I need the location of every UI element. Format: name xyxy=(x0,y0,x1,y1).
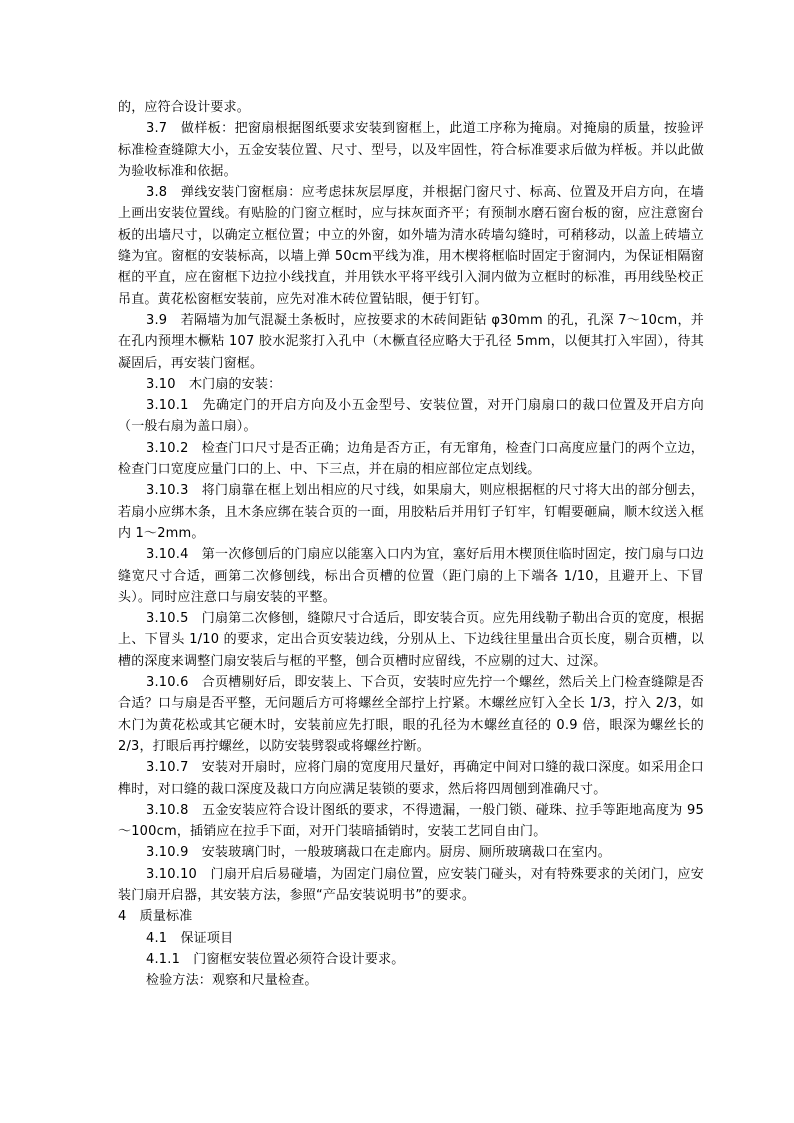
paragraph-3-10-9: 3.10.9 安装玻璃门时，一般玻璃裁口在走廊内。厨房、厕所玻璃裁口在室内。 xyxy=(146,845,611,861)
paragraph-3-7: 3.7 做样板：把窗扇根据图纸要求安装到窗框上，此道工序称为掩扇。对掩扇的质量，按验评标准检查缝隙大小，五金安装位置、尺寸、型号，以及牢固性，符合标准要求后做为样板。并以此做为验收标准和依据。 xyxy=(118,121,704,179)
paragraph-continuation: 的，应符合设计要求。 xyxy=(118,100,251,115)
inspection-method: 检验方法：观察和尺量检查。 xyxy=(146,973,318,989)
section-heading-4: 4 质量标准 xyxy=(118,909,193,925)
paragraph-3-10-4: 3.10.4 第一次修刨后的门扇应以能塞入口内为宜，塞好后用木楔顶住临时固定，按门扇与口边缝宽尺寸合适，画第二次修刨线，标出合页槽的位置（距门扇的上下端各 1/10，且避开上、下冒头）。同时应注意口与扇安装的平整。 xyxy=(118,547,704,605)
paragraph-3-10-2: 3.10.2 检查门口尺寸是否正确；边角是否方正，有无窜角，检查门口高度应量门的两个立边，检查门口宽度应量门口的上、中、下三点，并在扇的相应部位定点划线。 xyxy=(118,440,704,478)
paragraph-3-10-6: 3.10.6 合页槽剔好后，即安装上、下合页，安装时应先拧一个螺丝，然后关上门检查缝隙是否合适？口与扇是否平整，无问题后方可将螺丝全部拧上拧紧。木螺丝应钉入全长 1/3，拧入 2/3，如木门为黄花松或其它硬木时，安装前应先打眼，眼的孔径为木螺丝直径的 0.9 倍，眼深为螺丝长的 2/3，打眼后再拧螺丝，以防安装劈裂或将螺丝拧断。 xyxy=(118,675,704,754)
paragraph-3-10-8: 3.10.8 五金安装应符合设计图纸的要求，不得遗漏，一般门锁、碰珠、拉手等距地高度为 95～100cm，插销应在拉手下面，对开门装暗插销时，安装工艺同自由门。 xyxy=(118,802,704,840)
subsection-heading-4-1: 4.1 保证项目 xyxy=(146,930,234,946)
paragraph-3-10-7: 3.10.7 安装对开扇时，应将门扇的宽度用尺量好，再确定中间对口缝的裁口深度。如采用企口榫时，对口缝的裁口深度及裁口方向应满足装锁的要求，然后将四周刨到准确尺寸。 xyxy=(118,760,704,797)
paragraph-3-8: 3.8 弹线安装门窗框扇：应考虑抹灰层厚度，并根据门窗尺寸、标高、位置及开启方向，在墙上画出安装位置线。有贴脸的门窗立框时，应与抹灰面齐平；有预制水磨石窗台板的窗，应注意窗台板的出墙尺寸，以确定立框位置；中立的外窗，如外墙为清水砖墙勾缝时，可稍移动，以盖上砖墙立缝为宜。窗框的安装标高，以墙上弹 50cm平线为准，用木楔将框临时固定于窗洞内，为保证相隔窗框的平直，应在窗框下边拉小线找直，并用铁水平将平线引入洞内做为立框时的标准，再用线坠校正吊直。黄花松窗框安装前，应先对准木砖位置钻眼，便于钉钉。 xyxy=(118,185,704,307)
paragraph-3-10-5: 3.10.5 门扇第二次修刨，缝隙尺寸合适后，即安装合页。应先用线勒子勒出合页的宽度，根据上、下冒头 1/10 的要求，定出合页安装边线，分别从上、下边线往里量出合页长度，剔合页槽，以槽的深度来调整门扇安装后与框的平整，刨合页槽时应留线，不应剔的过大、过深。 xyxy=(118,611,704,669)
paragraph-3-10: 3.10 木门扇的安装： xyxy=(146,376,282,392)
paragraph-3-10-3: 3.10.3 将门扇靠在框上划出相应的尺寸线，如果扇大，则应根据框的尺寸将大出的部分刨去，若扇小应绑木条，且木条应绑在装合页的一面，用胶粘后并用钉子钉牢，钉帽要砸扁，顺木纹送入框内 1～2mm。 xyxy=(118,483,704,541)
paragraph-3-9: 3.9 若隔墙为加气混凝土条板时，应按要求的木砖间距钻 φ30mm 的孔，孔深 7～10cm，并在孔内预埋木橛粘 107 胶水泥浆打入孔中（木橛直径应略大于孔径 5mm，以便其打入牢固），待其凝固后，再安装门窗框。 xyxy=(118,312,704,371)
paragraph-3-10-10: 3.10.10 门扇开启后易碰墙，为固定门扇位置，应安装门碰头，对有特殊要求的关闭门，应安装门扇开启器，其安装方法，参照“产品安装说明书”的要求。 xyxy=(118,866,704,903)
paragraph-4-1-1: 4.1.1 门窗框安装位置必须符合设计要求。 xyxy=(146,951,405,967)
paragraph-3-10-1: 3.10.1 先确定门的开启方向及小五金型号、安装位置，对开门扇扇口的裁口位置及开启方向（一般右扇为盖口扇）。 xyxy=(118,398,704,435)
